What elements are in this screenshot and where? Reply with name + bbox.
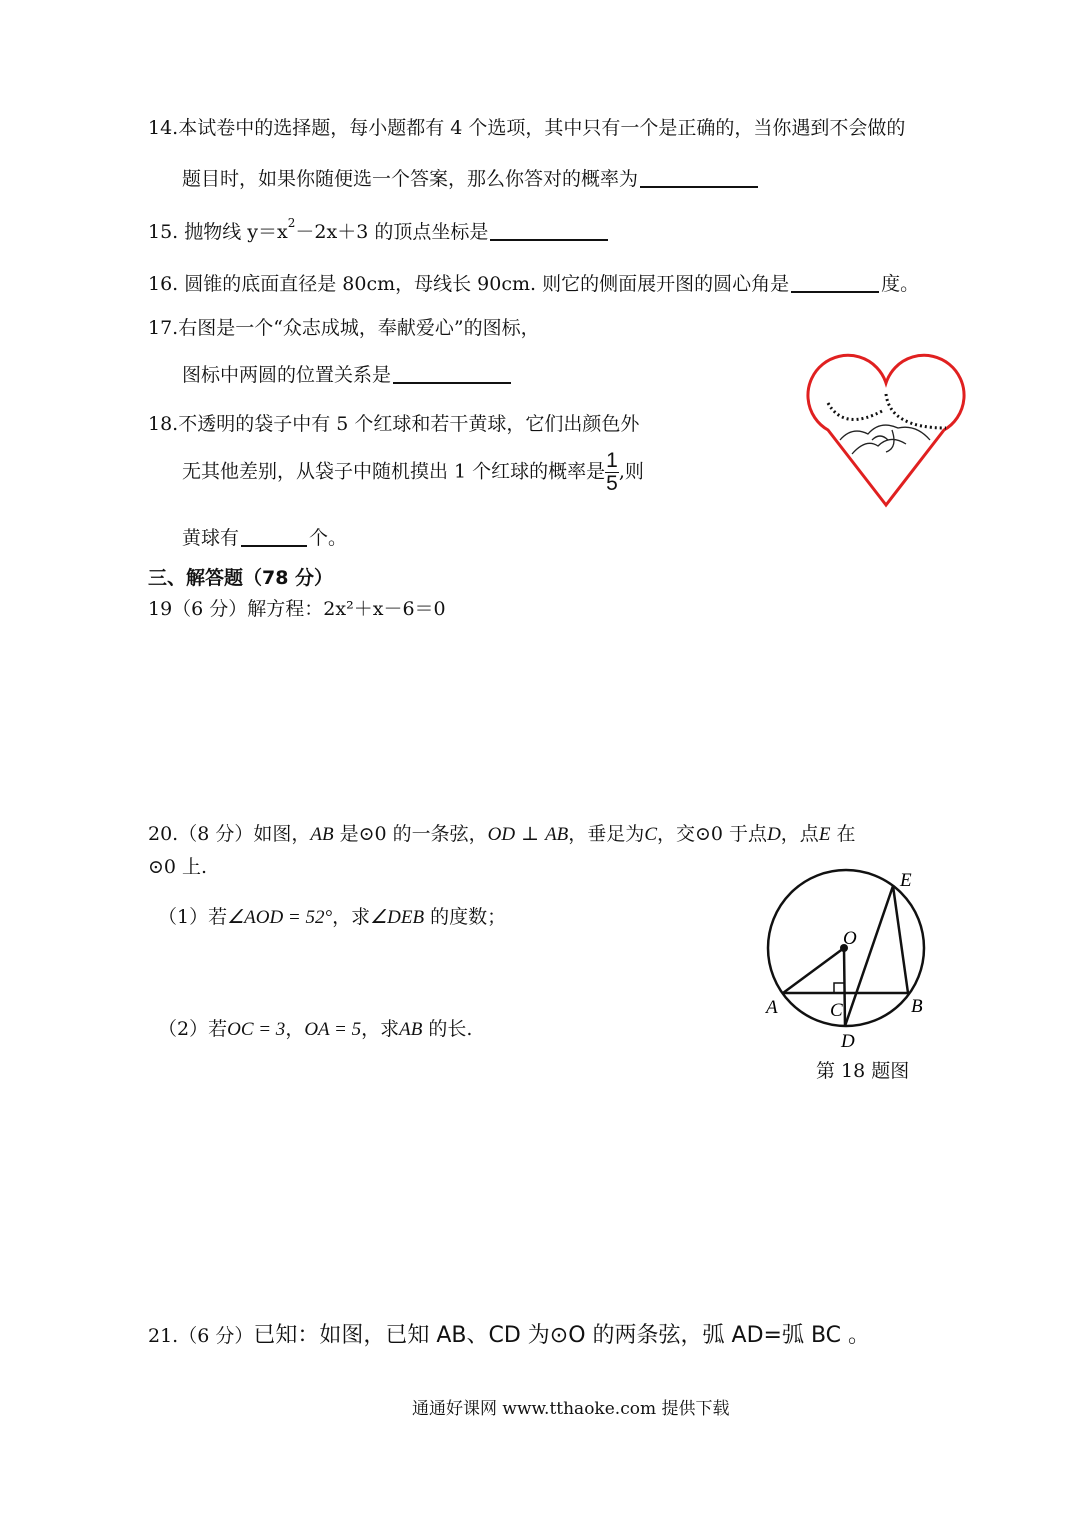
q20-var-C: C (644, 824, 657, 845)
q14-text: 题目时，如果你随便选一个答案，那么你答对的概率为 (182, 168, 639, 190)
q20-var-D: D (767, 824, 781, 845)
q20-text-a: 20.（8 分）如图， (148, 823, 311, 845)
q18-answer-blank (241, 525, 307, 547)
label-A: A (766, 997, 778, 1018)
label-E: E (900, 870, 912, 891)
q21-text: 已知：如图，已知 AB、CD 为⊙O 的两条弦，弧 AD=弧 BC 。 (253, 1323, 871, 1348)
q19-line: 19（6 分）解方程：2x²＋x－6＝0 (148, 598, 446, 620)
segment-ED (845, 886, 893, 1026)
q20-eq-OA: OA = 5 (304, 1019, 362, 1040)
q16-answer-blank (791, 271, 879, 293)
label-C: C (830, 1000, 843, 1021)
q14-answer-blank (640, 166, 758, 188)
fraction-denominator: 5 (606, 472, 618, 495)
q18-line3-prefix: 黄球有 (182, 527, 240, 549)
q16-suffix: 度。 (881, 273, 920, 295)
section-heading: 三、解答题（78 分） (148, 567, 334, 589)
label-B: B (911, 996, 923, 1017)
page-footer: 通通好课网 www.tthaoke.com 提供下载 (412, 1399, 730, 1419)
q20-eq-OC: OC = 3 (227, 1019, 286, 1040)
q20-part2 (158, 1014, 472, 1041)
q20-line2: ⊙0 上. (148, 856, 208, 878)
q21-line (148, 1318, 870, 1349)
q18-fraction (605, 450, 619, 495)
q20-part1 (158, 902, 506, 929)
q20-part2-c: ，求 (361, 1018, 400, 1040)
q20-text-e: ，点 (780, 823, 819, 845)
q17-line2 (182, 360, 513, 387)
q20-text-b: 是⊙0 的一条弦， (333, 823, 488, 845)
figure-caption: 第 18 题图 (816, 1060, 910, 1082)
q20-part2-d: 的长. (422, 1018, 473, 1040)
q15-line (148, 217, 610, 244)
segment-EB (893, 886, 908, 993)
q20-var-E: E (818, 824, 831, 845)
q20-perp: ⊥ (515, 823, 546, 845)
label-D: D (841, 1031, 855, 1052)
q21-prefix: 21.（6 分） (148, 1325, 254, 1347)
q15-exponent: 2 (287, 216, 296, 230)
q20-var-AB: AB (310, 824, 334, 845)
q17-answer-blank (393, 362, 511, 384)
heart-dotted-arc-left (828, 403, 884, 419)
q15-prefix: 15. 抛物线 y＝x (148, 221, 288, 243)
q16-prefix: 16. 圆锥的底面直径是 80cm，母线长 90cm. 则它的侧面展开图的圆心角是 (148, 273, 790, 295)
q20-text-d: ，交⊙0 于点 (657, 823, 768, 845)
q18-line3-suffix: 个。 (309, 527, 348, 549)
q15-mid: －2x＋3 的顶点坐标是 (295, 221, 489, 243)
segment-OD (844, 948, 845, 1026)
heart-hands-sketch (840, 425, 930, 454)
fraction-numerator: 1 (606, 449, 618, 472)
q20-part1-c: 的度数； (424, 906, 507, 928)
right-angle-mark (834, 983, 844, 993)
q14-line1: 14.本试卷中的选择题，每小题都有 4 个选项，其中只有一个是正确的，当你遇到不会做的 (148, 117, 906, 139)
heart-outline (808, 355, 964, 505)
q20-part1-a: （1）若 (158, 906, 228, 928)
q17-text: 图标中两圆的位置关系是 (182, 364, 392, 386)
q18-line3 (182, 523, 347, 550)
q18-line2 (182, 450, 644, 495)
heart-dotted-arc-right (886, 394, 946, 428)
q20-angle-AOD: ∠AOD = 52° (227, 907, 333, 928)
q18-line1: 18.不透明的袋子中有 5 个红球和若干黄球，它们出颜色外 (148, 413, 640, 435)
q15-answer-blank (490, 219, 608, 241)
q20-text-f: 在 (830, 823, 856, 845)
heart-figure (806, 348, 966, 510)
label-O: O (843, 928, 857, 949)
q20-line1 (148, 819, 855, 846)
q20-part2-b: ， (285, 1018, 305, 1040)
segment-OA (783, 948, 844, 993)
q14-line2 (182, 164, 760, 191)
q20-var-AB2: AB (545, 824, 569, 845)
q20-part2-a: （2）若 (158, 1018, 228, 1040)
q17-line1: 17.右图是一个“众志成城，奉献爱心”的图标， (148, 317, 540, 339)
q20-angle-DEB: ∠DEB (370, 907, 425, 928)
circle-geometry-figure (748, 862, 948, 1052)
q16-line (148, 269, 919, 296)
q20-text-c: ，垂足为 (568, 823, 645, 845)
q18-text-suffix: ,则 (618, 460, 644, 483)
q20-part1-b: ，求 (332, 906, 371, 928)
q20-var-AB3: AB (399, 1019, 423, 1040)
q18-text: 无其他差别，从袋子中随机摸出 1 个红球的概率是 (182, 460, 606, 483)
q20-var-OD: OD (487, 824, 516, 845)
